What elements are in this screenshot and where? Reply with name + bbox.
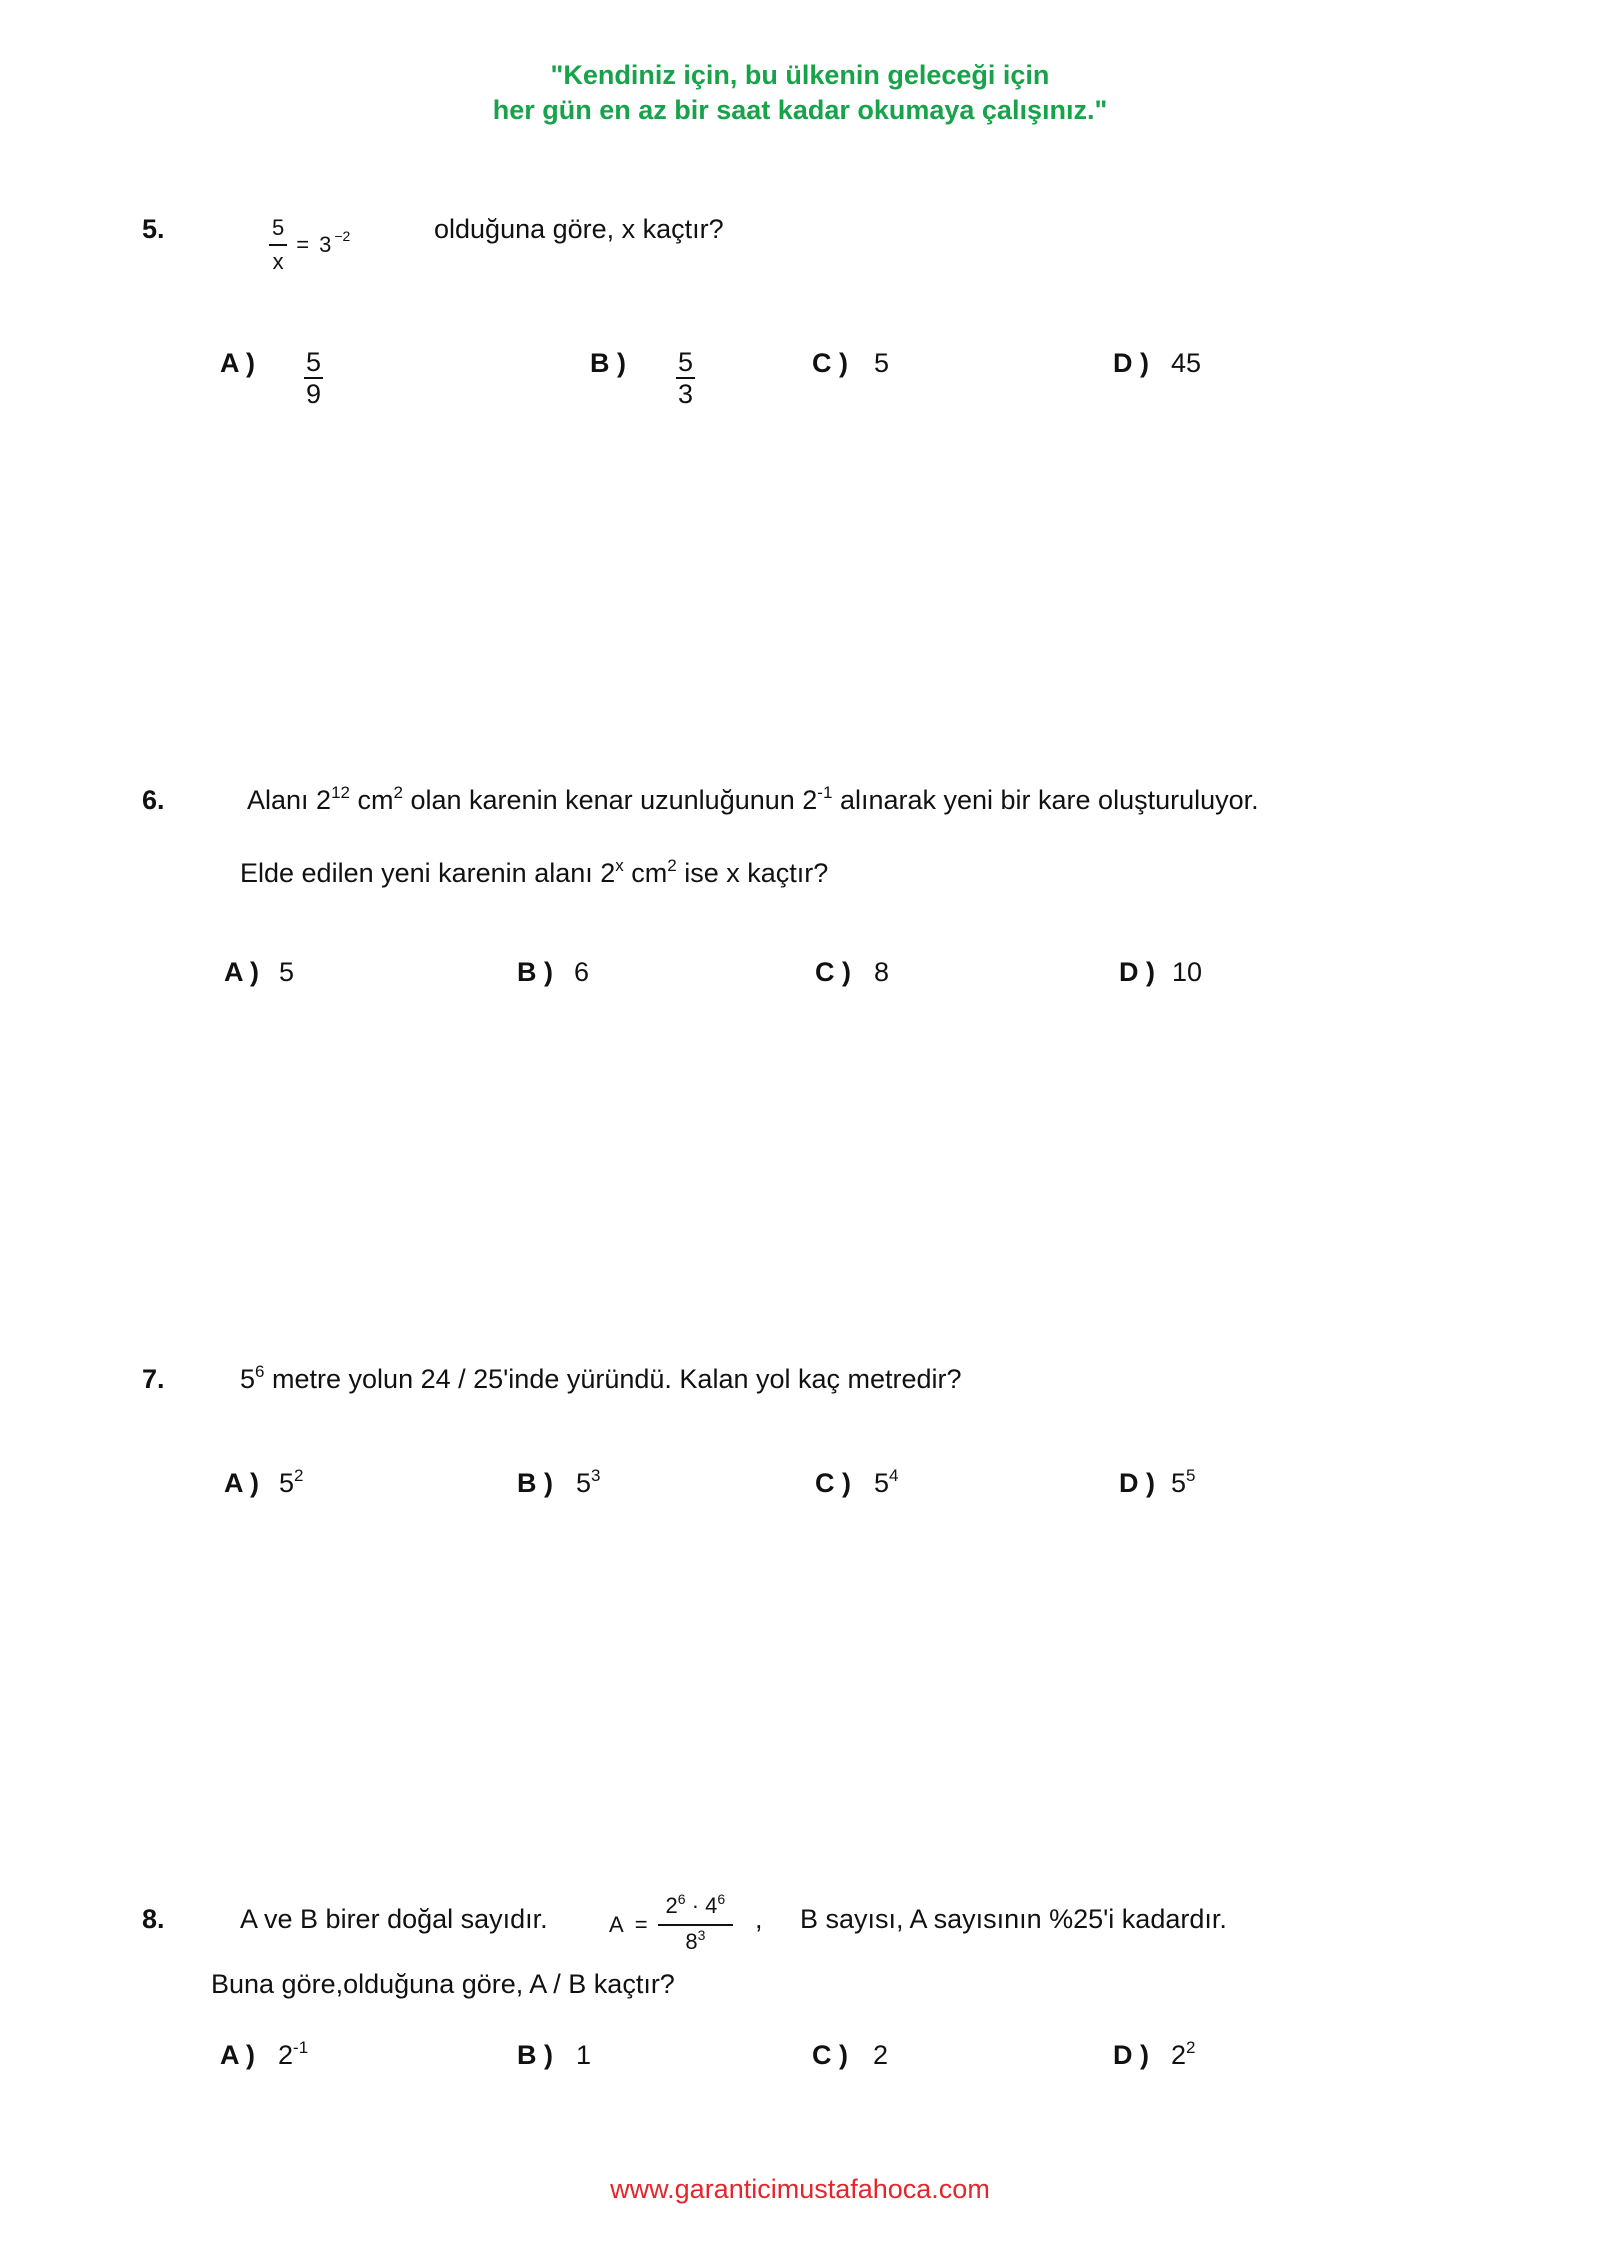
q8-formula-lhs: A	[609, 1912, 624, 1937]
q6-option-c-label: C )	[815, 957, 851, 987]
q6-line1-text: alınarak yeni bir kare oluşturuluyor.	[839, 785, 1259, 815]
q6-option-d-label: D )	[1119, 957, 1155, 987]
q8-formula-numerator	[658, 1890, 734, 1924]
q8-num-exponent-2: 6	[717, 1891, 726, 1907]
q5-question-text: olduğuna göre, x kaçtır?	[434, 214, 724, 244]
q8-option-a-base: 2	[278, 2040, 294, 2070]
q8-option-c-label: C )	[812, 2040, 848, 2070]
q8-option-d-label: D )	[1113, 2040, 1149, 2070]
q6-option-b-label: B )	[517, 957, 553, 987]
q8-num-base-2: 4	[705, 1893, 718, 1918]
q6-line2-unit-exponent: 2	[667, 856, 677, 875]
q6-question-line-1	[247, 784, 1259, 820]
q5-option-a-label: A )	[220, 348, 255, 378]
q8-formula-denominator	[685, 1926, 705, 1960]
q8-option-a-value	[278, 2039, 308, 2075]
q5-option-b-numerator: 5	[678, 347, 694, 377]
q7-option-a-exponent: 2	[294, 1466, 304, 1485]
q5-option-a-numerator: 5	[306, 347, 322, 377]
q5-equation-fraction	[269, 212, 287, 278]
q6-line2-exponent: x	[615, 856, 624, 875]
q7-option-d-label: D )	[1119, 1468, 1155, 1498]
q6-question-line-2	[240, 857, 828, 893]
q5-equation	[269, 212, 350, 278]
q5-option-d-label: D )	[1113, 348, 1149, 378]
q8-question-text: Buna göre,olduğuna göre, A / B kaçtır?	[211, 1969, 675, 1999]
q6-line2-text: ise x kaçtır?	[684, 858, 829, 888]
q7-option-b-label: B )	[517, 1468, 553, 1498]
q8-number: 8.	[142, 1904, 165, 1934]
footer-website-link[interactable]: www.garanticimustafahoca.com	[610, 2174, 990, 2204]
q5-equals-sign: =	[296, 232, 310, 257]
q6-option-a-value: 5	[279, 957, 295, 987]
q6-line1-text: Alanı 2	[247, 785, 332, 815]
q6-option-b-value: 6	[574, 957, 590, 987]
q8-option-c-value: 2	[873, 2040, 889, 2070]
q8-option-b-label: B )	[517, 2040, 553, 2070]
q8-formula-equals: =	[634, 1912, 648, 1937]
q8-option-d-exponent: 2	[1186, 2038, 1196, 2057]
q8-condition-text: B sayısı, A sayısının %25'i kadardır.	[800, 1904, 1227, 1934]
q7-option-a-base: 5	[279, 1468, 295, 1498]
q6-line1-text: olan karenin kenar uzunluğunun 2	[410, 785, 818, 815]
q7-option-b-base: 5	[576, 1468, 592, 1498]
q8-den-exponent: 3	[697, 1927, 706, 1943]
q5-power-exponent: −2	[334, 228, 351, 244]
q5-number: 5.	[142, 214, 165, 244]
q8-option-d-base: 2	[1171, 2040, 1187, 2070]
q6-option-d-value: 10	[1172, 957, 1203, 987]
q6-line1-exponent: 12	[331, 783, 350, 802]
q7-option-b-exponent: 3	[591, 1466, 601, 1485]
q7-question-rest: metre yolun 24 / 25'inde yüründü. Kalan yol kaç metredir?	[272, 1364, 962, 1394]
q7-number: 7.	[142, 1364, 165, 1394]
q8-formula-fraction	[658, 1890, 734, 1960]
q5-option-b-fraction	[676, 347, 695, 409]
header-quote-line-1: "Kendiniz için, bu ülkenin geleceği için	[550, 60, 1050, 90]
q7-power-base: 5	[240, 1364, 256, 1394]
header-quote-line-2: her gün en az bir saat kadar okumaya çalışınız."	[492, 95, 1108, 125]
q5-equation-numerator: 5	[272, 215, 285, 240]
q8-comma: ,	[755, 1904, 763, 1934]
q6-option-a-label: A )	[224, 957, 259, 987]
q8-formula	[609, 1890, 733, 1960]
q6-number: 6.	[142, 785, 165, 815]
q7-option-c-value	[874, 1467, 899, 1503]
q8-num-base-1: 2	[665, 1893, 678, 1918]
q6-line2-text: Elde edilen yeni karenin alanı 2	[240, 858, 616, 888]
q5-power-base: 3	[319, 232, 332, 257]
q5-option-c-label: C )	[812, 348, 848, 378]
q5-equation-denominator: x	[272, 249, 284, 274]
q8-option-a-label: A )	[220, 2040, 255, 2070]
q8-num-dot: ·	[691, 1893, 700, 1918]
q7-option-a-label: A )	[224, 1468, 259, 1498]
q8-den-base: 8	[685, 1929, 698, 1954]
q8-option-b-value: 1	[576, 2040, 592, 2070]
q7-option-c-exponent: 4	[889, 1466, 899, 1485]
q6-line1-exponent: -1	[817, 783, 833, 802]
q5-option-b-label: B )	[590, 348, 626, 378]
q5-option-c-value: 5	[874, 348, 890, 378]
q6-line1-unit-exponent: 2	[393, 783, 403, 802]
q7-option-c-base: 5	[874, 1468, 890, 1498]
q5-option-a-denominator: 9	[306, 379, 322, 409]
q8-option-d-value	[1171, 2039, 1196, 2075]
q7-option-d-exponent: 5	[1186, 1466, 1196, 1485]
q7-option-b-value	[576, 1467, 601, 1503]
q6-line2-unit: cm	[631, 858, 668, 888]
q8-intro-text: A ve B birer doğal sayıdır.	[240, 1904, 548, 1934]
q5-option-b-denominator: 3	[678, 379, 694, 409]
q7-power-exponent: 6	[255, 1362, 265, 1381]
q5-option-d-value: 45	[1171, 348, 1202, 378]
q8-option-a-exponent: -1	[293, 2038, 309, 2057]
q7-option-c-label: C )	[815, 1468, 851, 1498]
q7-question-text	[240, 1363, 962, 1399]
q6-option-c-value: 8	[874, 957, 890, 987]
q5-option-a-fraction	[304, 347, 323, 409]
q8-num-exponent-1: 6	[677, 1891, 686, 1907]
q6-line1-unit: cm	[357, 785, 394, 815]
q7-option-d-value	[1171, 1467, 1196, 1503]
q7-option-d-base: 5	[1171, 1468, 1187, 1498]
q7-option-a-value	[279, 1467, 304, 1503]
